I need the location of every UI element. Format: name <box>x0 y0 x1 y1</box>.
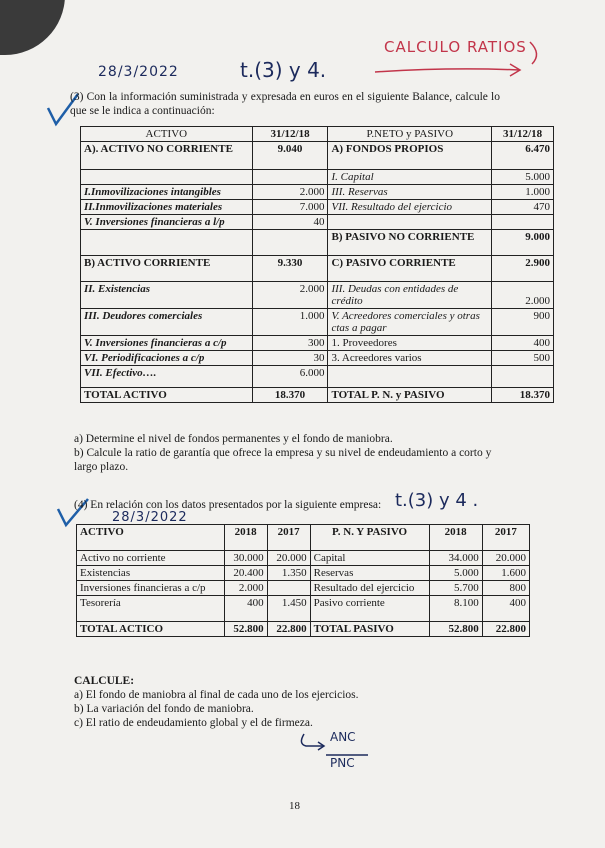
table-row <box>81 282 554 309</box>
cell: 400 <box>482 596 529 622</box>
question-b: b) Calcule la ratio de garantía que ofrece la empresa y su nivel de endeudamiento a corto y largo plazo. <box>74 447 492 473</box>
cell: I. Capital <box>328 170 492 185</box>
cell <box>252 170 328 185</box>
exercise-3-number: (3) <box>70 91 84 103</box>
cell: 400 <box>492 336 554 351</box>
cell: I.Inmovilizaciones intangibles <box>81 185 253 200</box>
cell <box>328 215 492 230</box>
cell: TOTAL ACTIVO <box>81 388 253 403</box>
col-header: 31/12/18 <box>492 127 554 142</box>
handwritten-date: 28/3/2022 <box>112 510 188 525</box>
cell: Reservas <box>310 566 429 581</box>
exercise-3-text: Con la información suministrada y expresada en euros en el siguiente Balance, calcule lo que se le indica a continuación: <box>70 91 500 117</box>
cell: TOTAL P. N. y PASIVO <box>328 388 492 403</box>
col-header: 2017 <box>482 525 529 551</box>
cell: 1.350 <box>267 566 310 581</box>
cell: 30 <box>252 351 328 366</box>
cell: 18.370 <box>492 388 554 403</box>
table-row <box>81 336 554 351</box>
page-number: 18 <box>289 800 300 812</box>
calc-item-c: c) El ratio de endeudamiento global y el de firmeza. <box>74 717 313 729</box>
cell <box>81 230 253 256</box>
cell: B) ACTIVO CORRIENTE <box>81 256 253 282</box>
handwritten-tema: t.(3) y 4. <box>240 58 327 82</box>
cell: 40 <box>252 215 328 230</box>
calc-item-b: b) La variación del fondo de maniobra. <box>74 703 254 715</box>
balance-table-3 <box>80 126 554 403</box>
cell: 2.900 <box>492 256 554 282</box>
cell: A) FONDOS PROPIOS <box>328 142 492 170</box>
cell: 800 <box>482 581 529 596</box>
cell <box>492 215 554 230</box>
cell: 52.800 <box>429 622 482 637</box>
cell: 8.100 <box>429 596 482 622</box>
cell: III. Deudas con entidades de crédito <box>328 282 492 309</box>
cell: 7.000 <box>252 200 328 215</box>
handwritten-calculo-ratios: CALCULO RATIOS <box>384 38 527 56</box>
cell: 20.000 <box>267 551 310 566</box>
table-row <box>81 185 554 200</box>
cell <box>81 170 253 185</box>
cell: 6.470 <box>492 142 554 170</box>
cell: 1. Proveedores <box>328 336 492 351</box>
cell: V. Acreedores comerciales y otras ctas a pagar <box>328 309 492 336</box>
cell: Existencias <box>77 566 225 581</box>
cell: B) PASIVO NO CORRIENTE <box>328 230 492 256</box>
table-row <box>81 256 554 282</box>
cell: A). ACTIVO NO CORRIENTE <box>81 142 253 170</box>
cell: 1.000 <box>492 185 554 200</box>
table-row <box>81 388 554 403</box>
cell: III. Reservas <box>328 185 492 200</box>
cell: 30.000 <box>224 551 267 566</box>
col-header: ACTIVO <box>77 525 225 551</box>
table-row <box>77 581 530 596</box>
cell: Pasivo corriente <box>310 596 429 622</box>
table-row <box>81 366 554 388</box>
cell: 9.000 <box>492 230 554 256</box>
col-header: 31/12/18 <box>252 127 328 142</box>
cell: 3. Acreedores varios <box>328 351 492 366</box>
cell: 1.600 <box>482 566 529 581</box>
cell: 5.000 <box>429 566 482 581</box>
col-header: P.NETO y PASIVO <box>328 127 492 142</box>
cell: Resultado del ejercicio <box>310 581 429 596</box>
table-row <box>81 309 554 336</box>
cell: VII. Resultado del ejercicio <box>328 200 492 215</box>
cell: 20.400 <box>224 566 267 581</box>
cell: 1.450 <box>267 596 310 622</box>
cell: 500 <box>492 351 554 366</box>
cell: 22.800 <box>482 622 529 637</box>
exercise-3-intro <box>70 90 500 118</box>
cell: 2.000 <box>224 581 267 596</box>
cell <box>267 581 310 596</box>
cell: 1.000 <box>252 309 328 336</box>
table-row <box>81 170 554 185</box>
calcule-title: CALCULE: <box>74 675 135 687</box>
table-row <box>81 200 554 215</box>
cell: TOTAL ACTICO <box>77 622 225 637</box>
exercise-4-number: (4) <box>74 499 88 511</box>
cell: Tesorería <box>77 596 225 622</box>
cell: 5.000 <box>492 170 554 185</box>
cell <box>328 366 492 388</box>
table-row <box>81 142 554 170</box>
table-row <box>81 230 554 256</box>
handwritten-date: 28/3/2022 <box>98 64 179 80</box>
cell: 2.000 <box>252 282 328 309</box>
cell <box>252 230 328 256</box>
col-header: 2018 <box>429 525 482 551</box>
exercise-4-intro <box>74 498 394 512</box>
cell: V. Inversiones financieras a l/p <box>81 215 253 230</box>
cell: V. Inversiones financieras a c/p <box>81 336 253 351</box>
calc-item-a: a) El fondo de maniobra al final de cada uno de los ejercicios. <box>74 689 359 701</box>
cell: 6.000 <box>252 366 328 388</box>
cell: 9.330 <box>252 256 328 282</box>
cell: VI. Periodificaciones a c/p <box>81 351 253 366</box>
cell: 18.370 <box>252 388 328 403</box>
cell: C) PASIVO CORRIENTE <box>328 256 492 282</box>
exercise-3-questions <box>74 432 514 474</box>
cell: II.Inmovilizaciones materiales <box>81 200 253 215</box>
cell: TOTAL PASIVO <box>310 622 429 637</box>
handwritten-tema: t.(3) y 4 . <box>395 490 479 511</box>
cell: II. Existencias <box>81 282 253 309</box>
cell: 2.000 <box>252 185 328 200</box>
cell: 34.000 <box>429 551 482 566</box>
cell: 9.040 <box>252 142 328 170</box>
col-header: ACTIVO <box>81 127 253 142</box>
question-a: a) Determine el nivel de fondos permanentes y el fondo de maniobra. <box>74 433 393 445</box>
table-row <box>81 351 554 366</box>
cell: 22.800 <box>267 622 310 637</box>
table-row <box>77 566 530 581</box>
balance-table-4 <box>76 524 530 637</box>
background-object <box>0 0 65 55</box>
table-row <box>81 215 554 230</box>
col-header: P. N. Y PASIVO <box>310 525 429 551</box>
exercise-4-questions <box>74 674 494 730</box>
cell: Activo no corriente <box>77 551 225 566</box>
cell: III. Deudores comerciales <box>81 309 253 336</box>
table-row <box>77 596 530 622</box>
cell: 2.000 <box>492 282 554 309</box>
cell: 470 <box>492 200 554 215</box>
col-header: 2018 <box>224 525 267 551</box>
cell: 400 <box>224 596 267 622</box>
col-header: 2017 <box>267 525 310 551</box>
cell: Inversiones financieras a c/p <box>77 581 225 596</box>
handwritten-pnc: PNC <box>330 756 355 770</box>
handwritten-anc: ANC <box>330 730 356 744</box>
cell: 300 <box>252 336 328 351</box>
table-row <box>77 622 530 637</box>
cell: 52.800 <box>224 622 267 637</box>
cell: 900 <box>492 309 554 336</box>
cell: 5.700 <box>429 581 482 596</box>
red-underline-mark <box>370 34 550 84</box>
exercise-4-text: En relación con los datos presentados por la siguiente empresa: <box>90 499 382 511</box>
cell: Capital <box>310 551 429 566</box>
cell: 20.000 <box>482 551 529 566</box>
cell <box>492 366 554 388</box>
cell: VII. Efectivo…. <box>81 366 253 388</box>
table-row <box>77 551 530 566</box>
